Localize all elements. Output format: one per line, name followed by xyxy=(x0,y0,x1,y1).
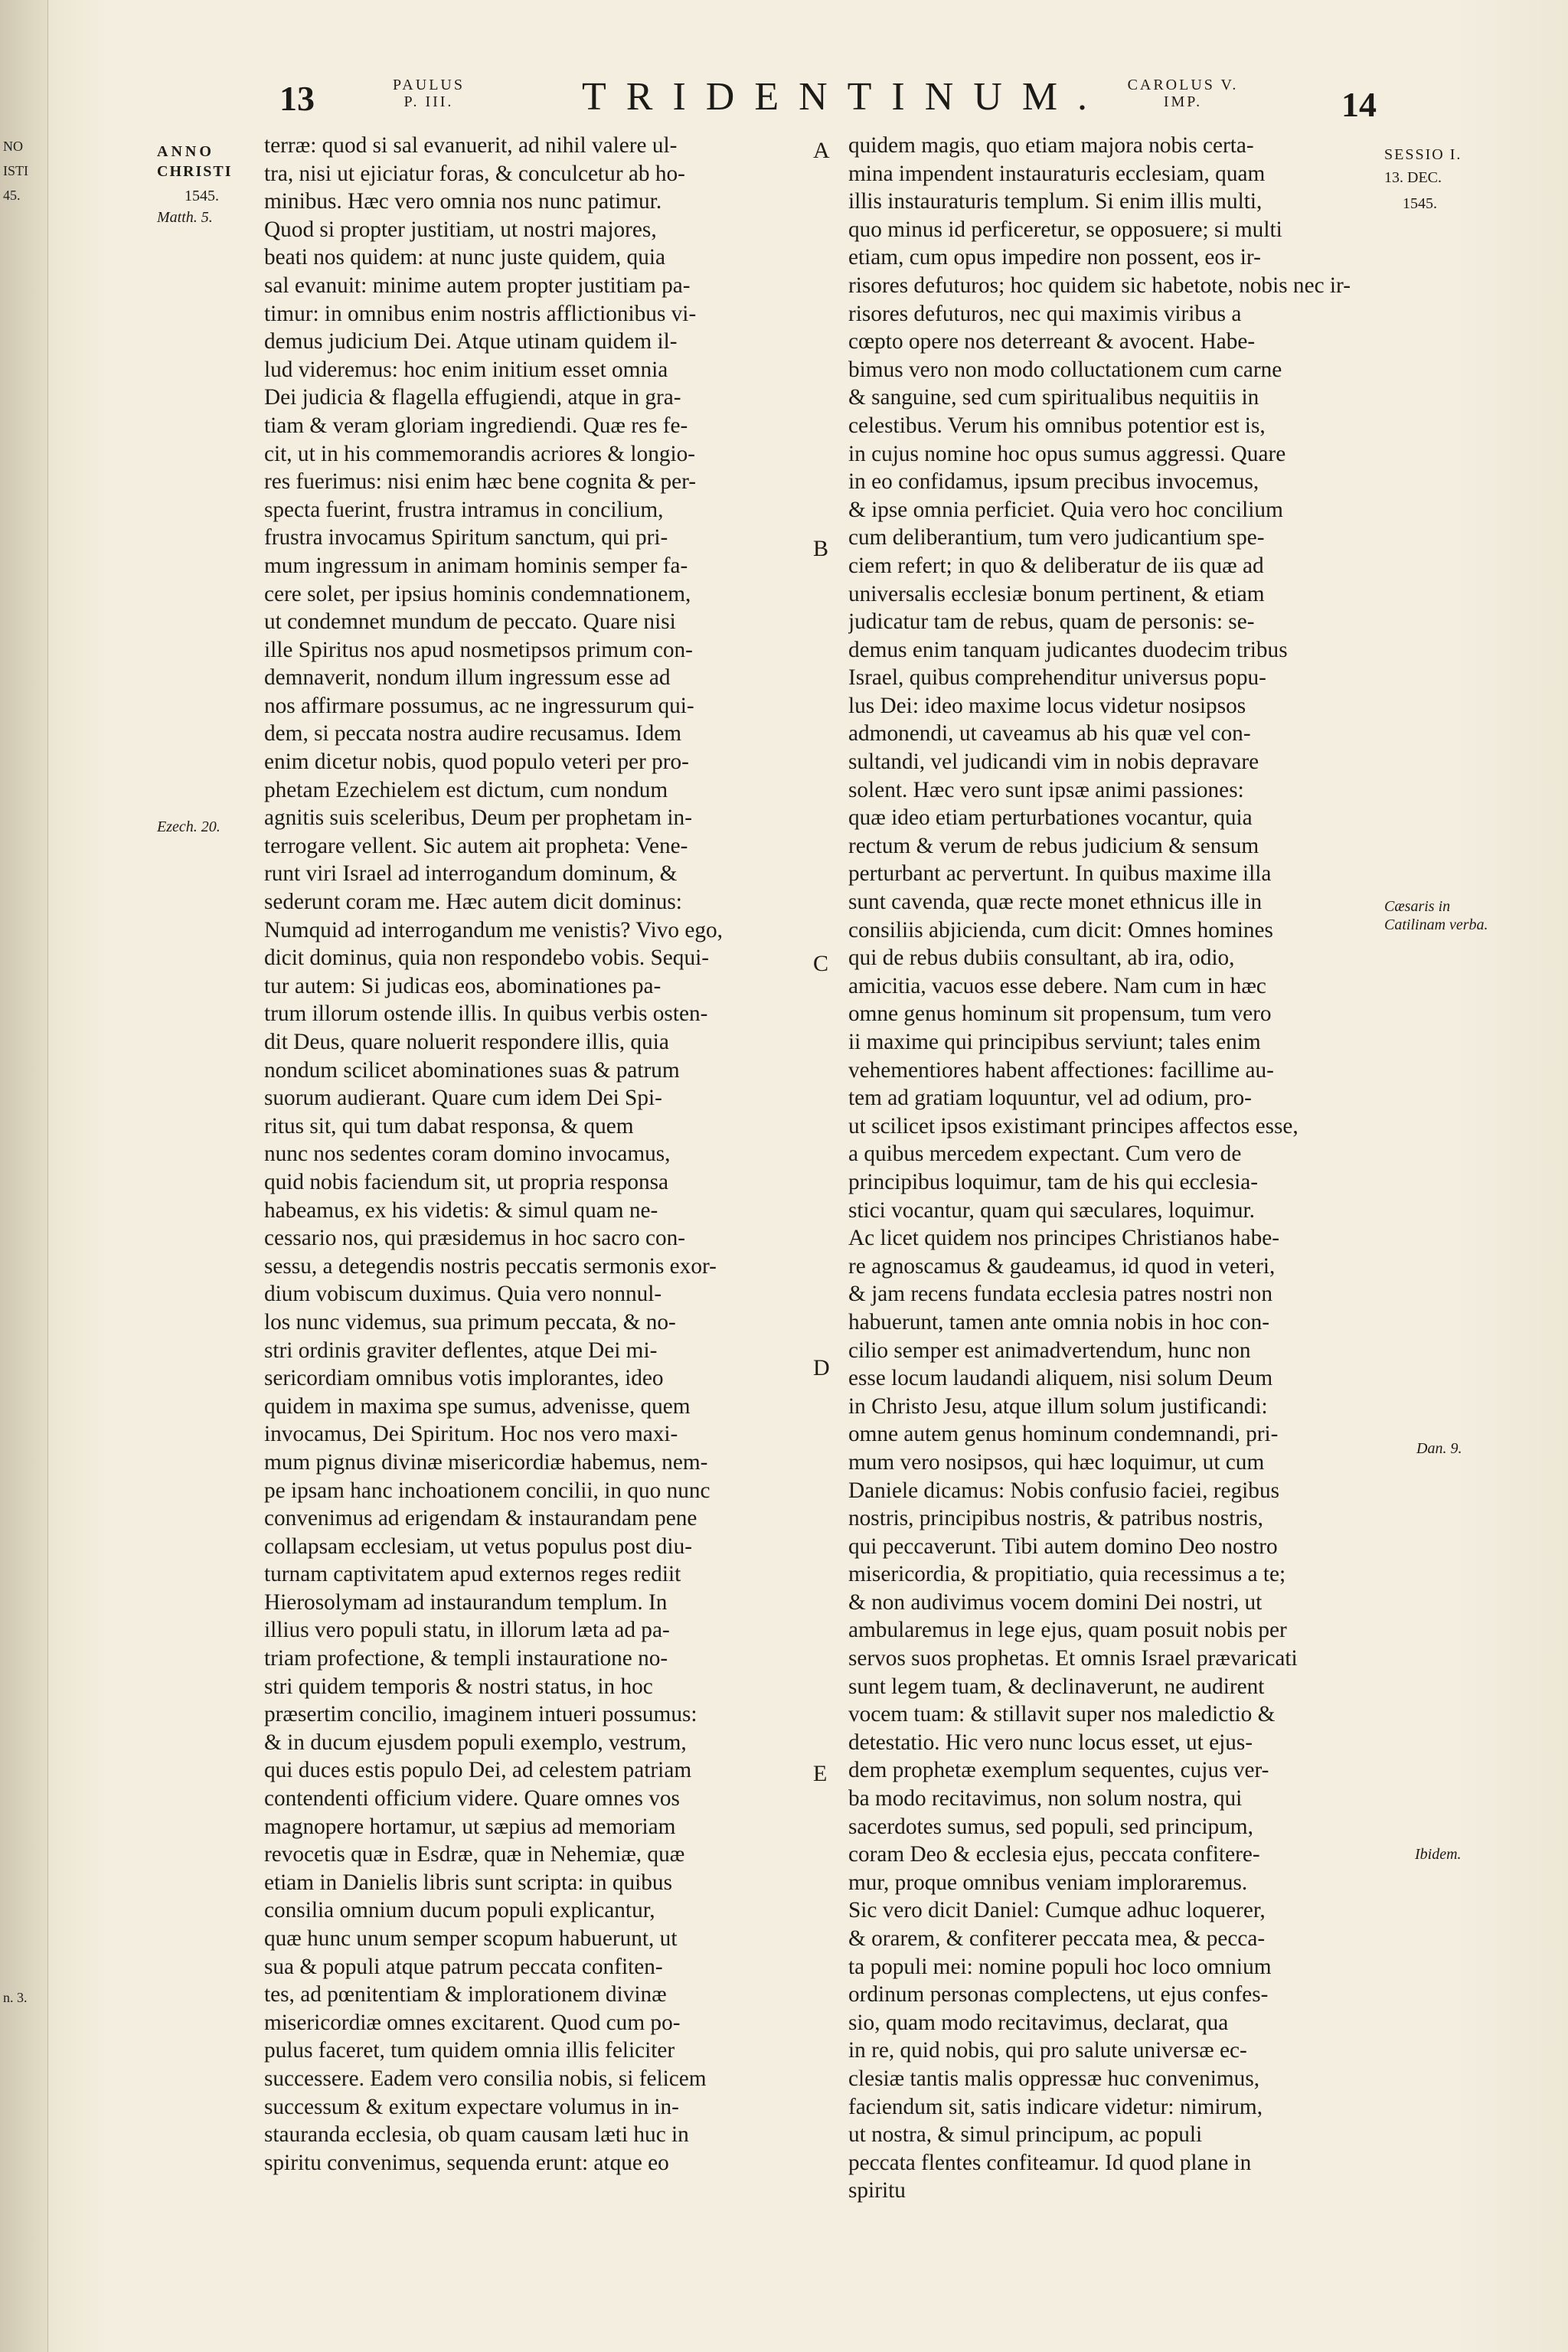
emperor-name: CAROLUS V. xyxy=(1127,77,1239,93)
section-letter-b: B xyxy=(813,536,829,561)
text-line: perturbant ac pervertunt. In quibus maxime illa xyxy=(848,861,1272,887)
text-line: & sanguine, sed cum spiritualibus nequitiis in xyxy=(848,385,1259,410)
text-line: etiam in Danielis libris sunt scripta: in quibus xyxy=(264,1870,672,1895)
text-line: judicatur tam de rebus, quam de personis: se- xyxy=(848,609,1255,635)
margin-year: 1545. xyxy=(185,188,219,204)
text-line: successere. Eadem vero consilia nobis, si felicem xyxy=(264,2066,707,2091)
text-line: vocem tuam: & stillavit super nos maledictio & xyxy=(848,1702,1276,1727)
text-line: sunt legem tuam, & declinaverunt, ne audirent xyxy=(848,1674,1265,1699)
text-line: re agnoscamus & gaudeamus, id quod in veteri, xyxy=(848,1253,1276,1279)
text-line: invocamus, Dei Spiritum. Hoc nos vero maxi- xyxy=(264,1422,678,1447)
text-line: tiam & veram gloriam ingrediendi. Quæ res fe- xyxy=(264,413,688,438)
text-line: tes, ad pœnitentiam & implorationem divinæ xyxy=(264,1982,667,2007)
text-line: spiritu convenimus, sequenda erunt: atque eo xyxy=(264,2150,669,2175)
text-line: celestibus. Verum his omnibus potentior est is, xyxy=(848,413,1266,438)
text-line: ordinum personas complectens, ut ejus confes- xyxy=(848,1982,1269,2007)
text-line: Quod si propter justitiam, ut nostri majores, xyxy=(264,217,657,242)
text-line: illis instauraturis templum. Si enim illis multi, xyxy=(848,189,1263,214)
prev-page-note: ISTI xyxy=(3,163,28,178)
section-letter-c: C xyxy=(813,951,829,976)
text-line: qui duces estis populo Dei, ad celestem patriam xyxy=(264,1758,692,1783)
text-line: ille Spiritus nos apud nosmetipsos primum con- xyxy=(264,637,693,662)
margin-christi: CHRISTI xyxy=(157,163,233,180)
text-line: magnopere hortamur, ut sæpius ad memoriam xyxy=(264,1814,676,1839)
margin-caesaris: Cæsaris in Catilinam verba. xyxy=(1384,898,1488,933)
text-line: nondum scilicet abominationes suas & patrum xyxy=(264,1057,680,1083)
text-line: mum pignus divinæ misericordiæ habemus, nem- xyxy=(264,1449,708,1475)
text-line: risores defuturos; hoc quidem sic habetote, nobis nec ir- xyxy=(848,273,1351,298)
text-line: sal evanuit: minime autem propter justitiam pa- xyxy=(264,273,691,298)
text-line: cessario nos, qui præsidemus in hoc sacro con- xyxy=(264,1226,686,1251)
text-line: sultandi, vel judicandi vim in nobis depravare xyxy=(848,750,1259,775)
text-line: etiam, cum opus impedire non possent, eos ir- xyxy=(848,245,1261,270)
text-line: stri ordinis graviter deflentes, atque Dei mi- xyxy=(264,1338,658,1363)
text-line: Ac licet quidem nos principes Christianos habe- xyxy=(848,1226,1280,1251)
text-line: ritus sit, qui tum dabat responsa, & quem xyxy=(264,1113,634,1138)
text-line: nos affirmare possumus, ac ne ingressurum qui- xyxy=(264,693,694,718)
text-line: illius vero populi statu, in illorum læta ad pa- xyxy=(264,1618,670,1643)
text-line: spiritu xyxy=(848,2178,906,2203)
text-line: ut scilicet ipsos existimant principes affectos esse, xyxy=(848,1113,1298,1138)
text-line: successum & exitum expectare volumus in in- xyxy=(264,2094,679,2119)
text-line: ii maxime qui principibus serviunt; tales enim xyxy=(848,1030,1261,1054)
prev-page-note: 45. xyxy=(3,188,21,203)
text-line: consilia omnium ducum populi explicantur, xyxy=(264,1898,655,1923)
text-line: risores defuturos, nec qui maximis viribus a xyxy=(848,301,1242,326)
text-line: præsertim concilio, imaginem intueri possumus: xyxy=(264,1702,697,1727)
text-line: dium vobiscum duximus. Quia vero nonnul- xyxy=(264,1282,662,1307)
text-line: Daniele dicamus: Nobis confusio faciei, regibus xyxy=(848,1478,1279,1503)
text-line: convenimus ad erigendam & instaurandam pene xyxy=(264,1506,697,1531)
text-line: Israel, quibus comprehenditur universus popu- xyxy=(848,665,1266,691)
margin-year-right: 1545. xyxy=(1403,195,1437,212)
margin-ref-matth: Matth. 5. xyxy=(157,209,213,226)
text-line: qui peccaverunt. Tibi autem domino Deo nostro xyxy=(848,1534,1278,1559)
text-line: pulus faceret, tum quidem omnia illis feliciter xyxy=(264,2038,675,2063)
text-line: amicitia, vacuos esse debere. Nam cum in hæc xyxy=(848,973,1266,998)
text-line: stri quidem temporis & nostri status, in hoc xyxy=(264,1674,653,1699)
text-line: stauranda ecclesia, ob quam causam læti huc in xyxy=(264,2122,689,2148)
text-line: res fuerimus: nisi enim hæc bene cognita & per- xyxy=(264,469,697,495)
text-line: demus judicium Dei. Atque utinam quidem il- xyxy=(264,329,678,354)
text-line: sua & populi atque patrum peccata confiten- xyxy=(264,1954,663,1979)
margin-anno: ANNO xyxy=(157,143,214,160)
text-line: runt viri Israel ad interrogandum dominum, & xyxy=(264,861,678,887)
section-letter-a: A xyxy=(813,138,830,163)
text-line: universalis ecclesiæ bonum pertinent, & etiam xyxy=(848,581,1265,606)
text-line: ciem refert; in quo & deliberatur de iis quæ ad xyxy=(848,553,1264,578)
text-line: vehementiores habent affectiones: facillime au- xyxy=(848,1057,1274,1083)
text-line: misericordia, & propitiatio, quia recessimus a te; xyxy=(848,1562,1286,1587)
text-line: lus Dei: ideo maxime locus videtur nosipsos xyxy=(848,693,1246,718)
text-line: minibus. Hæc vero omnia nos nunc patimur. xyxy=(264,189,662,214)
left-text-column xyxy=(264,132,930,2177)
text-line: coram Deo & ecclesia ejus, peccata confitere- xyxy=(848,1842,1260,1867)
text-line: & non audivimus vocem domini Dei nostri, ut xyxy=(848,1589,1263,1615)
text-line: & orarem, & confiterer peccata mea, & pecca- xyxy=(848,1926,1266,1951)
text-line: ambularemus in lege ejus, quam posuit nobis per xyxy=(848,1618,1287,1643)
margin-ref-ezech: Ezech. 20. xyxy=(157,818,220,835)
text-line: mur, proque omnibus veniam imploraremus. xyxy=(848,1870,1248,1895)
text-line: quæ hunc unum semper scopum habuerunt, ut xyxy=(264,1926,678,1951)
text-line: nostris, principibus nostris, & patribus nostris, xyxy=(848,1506,1263,1531)
text-line: agnitis suis sceleribus, Deum per prophetam in- xyxy=(264,805,692,831)
text-line: habuerunt, tamen ante omnia nobis in hoc con- xyxy=(848,1309,1269,1334)
text-line: clesiæ tantis malis oppressæ huc convenimus, xyxy=(848,2066,1260,2091)
previous-page-edge xyxy=(0,0,48,2352)
pope-label xyxy=(387,77,471,110)
pope-name: PAULUS xyxy=(393,77,465,93)
prev-page-note: NO xyxy=(3,139,23,154)
text-line: phetam Ezechielem est dictum, cum nondum xyxy=(264,777,668,802)
pope-number: P. III. xyxy=(403,93,454,110)
text-line: stici vocantur, quam qui sæculares, loquimur. xyxy=(848,1197,1255,1223)
text-line: consiliis abjicienda, cum dicit: Omnes homines xyxy=(848,917,1273,942)
emperor-label xyxy=(1110,77,1256,110)
text-line: nunc nos sedentes coram domino invocamus, xyxy=(264,1142,671,1167)
text-line: peccata flentes confiteamur. Id quod plane in xyxy=(848,2150,1252,2175)
text-line: quid nobis faciendum sit, ut propria responsa xyxy=(264,1169,669,1194)
text-line: quo minus id perficeretur, se opposuere; si multi xyxy=(848,217,1282,242)
text-line: beati nos quidem: at nunc juste quidem, quia xyxy=(264,245,665,270)
text-line: & jam recens fundata ecclesia patres nostri non xyxy=(848,1282,1272,1307)
text-line: triam profectione, & templi instauratione no- xyxy=(264,1646,668,1671)
text-line: los nunc videmus, sua primum peccata, & no- xyxy=(264,1309,676,1334)
text-line: servos suos prophetas. Et omnis Israel prævaricati xyxy=(848,1646,1298,1671)
text-line: cilio semper est animadvertendum, hunc non xyxy=(848,1338,1251,1363)
text-line: specta fuerint, frustra intramus in concilium, xyxy=(264,497,664,522)
text-line: dem, si peccata nostra audire recusamus. Idem xyxy=(264,721,682,746)
text-line: sederunt coram me. Hæc autem dicit dominus: xyxy=(264,890,682,915)
prev-page-note: n. 3. xyxy=(3,1990,28,2005)
page-number-right: 14 xyxy=(1341,85,1377,124)
text-line: sacerdotes sumus, sed populi, sed principum, xyxy=(848,1814,1253,1839)
text-line: solent. Hæc vero sunt ipsæ animi passiones: xyxy=(848,777,1244,802)
text-line: quidem magis, quo etiam majora nobis certa- xyxy=(848,133,1254,158)
page-number-left: 13 xyxy=(279,79,315,118)
margin-ibidem: Ibidem. xyxy=(1415,1846,1462,1863)
margin-sessio: SESSIO I. xyxy=(1384,146,1462,163)
text-line: trum illorum ostende illis. In quibus verbis osten- xyxy=(264,1001,708,1027)
text-line: in cujus nomine hoc opus sumus aggressi. Quare xyxy=(848,441,1286,466)
text-line: quidem in maxima spe sumus, advenisse, quem xyxy=(264,1393,691,1419)
text-line: omne genus hominum sit propensum, tum vero xyxy=(848,1001,1272,1027)
text-line: sessu, a detegendis nostris peccatis sermonis exor- xyxy=(264,1253,717,1279)
text-line: dit Deus, quare noluerit respondere illis, quia xyxy=(264,1030,669,1054)
text-line: misericordiæ omnes excitarent. Quod cum po- xyxy=(264,2010,681,2035)
text-line: qui de rebus dubiis consultant, ab ira, odio, xyxy=(848,946,1235,971)
text-line: detestatio. Hic vero nunc locus esset, ut ejus- xyxy=(848,1730,1253,1755)
text-line: Numquid ad interrogandum me venistis? Vivo ego, xyxy=(264,917,723,942)
text-line: & ipse omnia perficiet. Quia vero hoc concilium xyxy=(848,497,1283,522)
text-line: mum vero nosipsos, qui hæc loquimur, ut cum xyxy=(848,1449,1265,1475)
text-line: sio, quam modo recitavimus, declarat, qua xyxy=(848,2010,1229,2035)
text-line: mina impendent instauraturis ecclesiam, quam xyxy=(848,161,1266,186)
text-line: cit, ut in his commemorandis acriores & longio- xyxy=(264,441,696,466)
right-text-column xyxy=(848,132,1377,2205)
text-line: in eo confidamus, ipsum precibus invocemus, xyxy=(848,469,1259,495)
text-line: esse locum laudandi aliquem, nisi solum Deum xyxy=(848,1366,1273,1391)
text-line: ta populi mei: nomine populi hoc loco omnium xyxy=(848,1954,1272,1979)
text-line: revocetis quæ in Esdræ, quæ in Nehemiæ, quæ xyxy=(264,1842,685,1867)
text-line: terrogare vellent. Sic autem ait propheta: Vene- xyxy=(264,833,688,858)
text-line: terræ: quod si sal evanuerit, ad nihil valere ul- xyxy=(264,133,678,158)
text-line: enim dicetur nobis, quod populo veteri per pro- xyxy=(264,750,689,775)
running-header xyxy=(0,70,1568,124)
emperor-sub: IMP. xyxy=(1163,93,1203,110)
text-line: rectum & verum de rebus judicium & sensum xyxy=(848,833,1259,858)
text-line: cœpto opere nos deterreant & avocent. Habe- xyxy=(848,329,1256,354)
text-line: quæ ideo etiam perturbationes vocantur, quia xyxy=(848,805,1253,831)
text-line: tra, nisi ut ejiciatur foras, & conculcetur ab ho- xyxy=(264,161,685,186)
text-line: tur autem: Si judicas eos, abominationes pa- xyxy=(264,973,662,998)
text-line: admonendi, ut caveamus ab his quæ vel con- xyxy=(848,721,1251,746)
text-line: Hierosolymam ad instaurandum templum. In xyxy=(264,1589,668,1615)
text-line: Sic vero dicit Daniel: Cumque adhuc loquerer, xyxy=(848,1898,1266,1923)
text-line: turnam captivitatem apud externos reges rediit xyxy=(264,1562,681,1587)
text-line: dem prophetæ exemplum sequentes, cujus ver- xyxy=(848,1758,1269,1783)
text-line: collapsam ecclesiam, ut vetus populus post diu- xyxy=(264,1534,692,1559)
text-line: sericordiam omnibus votis implorantes, ideo xyxy=(264,1366,664,1391)
text-line: cere solet, per ipsius hominis condemnationem, xyxy=(264,581,691,606)
text-line: omne autem genus hominum condemnandi, pri- xyxy=(848,1422,1279,1447)
text-line: & in ducum ejusdem populi exemplo, vestrum, xyxy=(264,1730,687,1755)
text-line: contendenti officium videre. Quare omnes vos xyxy=(264,1786,680,1811)
text-line: tem ad gratiam loquuntur, vel ad odium, pro- xyxy=(848,1086,1252,1111)
section-letter-d: D xyxy=(813,1355,830,1380)
text-line: in Christo Jesu, atque illum solum justificandi: xyxy=(848,1393,1268,1419)
text-line: principibus loquimur, tam de his qui ecclesia- xyxy=(848,1169,1258,1194)
text-line: demus enim tanquam judicantes duodecim tribus xyxy=(848,637,1288,662)
text-line: timur: in omnibus enim nostris afflictionibus vi- xyxy=(264,301,697,326)
section-letter-e: E xyxy=(813,1761,828,1786)
text-line: suorum audierant. Quare cum idem Dei Spi- xyxy=(264,1086,662,1111)
text-line: Dei judicia & flagella effugiendi, atque in gra- xyxy=(264,385,681,410)
text-line: in re, quid nobis, qui pro salute universæ ec- xyxy=(848,2038,1247,2063)
text-line: frustra invocamus Spiritum sanctum, qui pri- xyxy=(264,525,668,550)
text-line: habeamus, ex his videtis: & simul quam ne- xyxy=(264,1197,658,1223)
text-line: ut condemnet mundum de peccato. Quare nisi xyxy=(264,609,676,635)
text-line: mum ingressum in animam hominis semper fa- xyxy=(264,553,688,578)
running-title: TRIDENTINUM. xyxy=(582,75,1108,119)
text-line: cum deliberantium, tum vero judicantium spe- xyxy=(848,525,1265,550)
text-line: demnaverit, nondum illum ingressum esse ad xyxy=(264,665,671,691)
text-line: lud videremus: hoc enim initium esset omnia xyxy=(264,357,668,382)
text-line: bimus vero non modo colluctationem cum carne xyxy=(848,357,1282,382)
margin-dan: Dan. 9. xyxy=(1416,1440,1462,1457)
text-line: ba modo recitavimus, non solum nostra, qui xyxy=(848,1786,1243,1811)
text-line: faciendum sit, satis indicare videtur: nimirum, xyxy=(848,2094,1263,2119)
text-line: dicit dominus, quia non respondebo vobis. Sequi- xyxy=(264,946,710,971)
text-line: sunt cavenda, quæ recte monet ethnicus ille in xyxy=(848,890,1263,915)
margin-date: 13. DEC. xyxy=(1384,169,1442,186)
text-line: a quibus mercedem expectant. Cum vero de xyxy=(848,1142,1242,1167)
text-line: pe ipsam hanc inchoationem concilii, in quo nunc xyxy=(264,1478,710,1503)
text-line: ut nostra, & simul principum, ac populi xyxy=(848,2122,1203,2148)
